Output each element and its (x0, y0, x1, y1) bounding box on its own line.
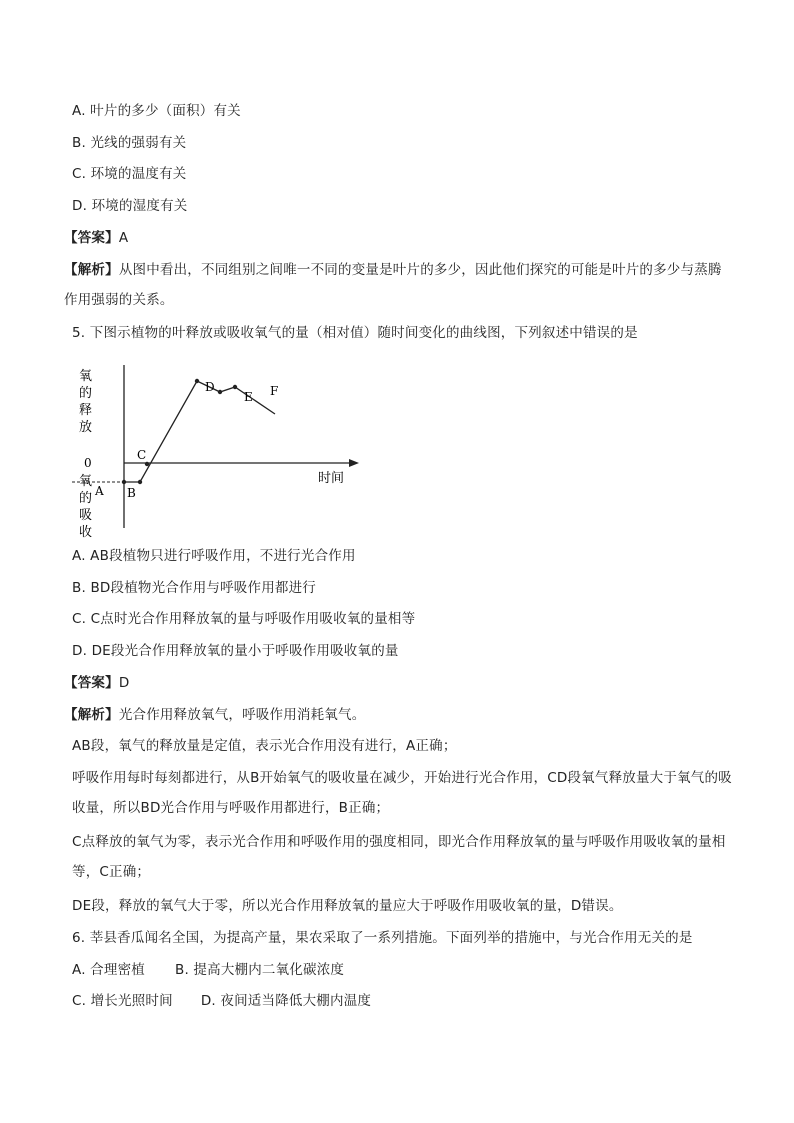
q6-option-b: B. 提高大棚内二氧化碳浓度 (174, 962, 345, 978)
q4-option-a: A. 叶片的多少（面积）有关 (72, 103, 241, 119)
analysis-text: 从图中看出，不同组别之间唯一不同的变量是叶片的多少，因此他们探究的可能是叶片的多少与蒸腾作用强弱的关系。 (64, 262, 722, 308)
y-label-top-1: 氧 (79, 369, 93, 384)
q5-analysis-c: C点释放的氧气为零，表示光合作用和呼吸作用的强度相同，即光合作用释放氧的量与呼吸作用吸收氧的量相等，C正确； (72, 834, 726, 880)
q6-question: 6. 莘县香瓜闻名全国，为提高产量，果农采取了一系列措施。下面列举的措施中，与光合作用无关的是 (72, 930, 693, 946)
point-label-a: A (95, 484, 104, 498)
point-b (138, 480, 142, 484)
q6-option-c: C. 增长光照时间 (72, 993, 173, 1009)
point-e (218, 390, 222, 394)
q6-option-d: D. 夜间适当降低大棚内温度 (200, 993, 372, 1009)
analysis-label: 【解析】 (64, 262, 119, 278)
point-label-f: F (270, 384, 279, 398)
point-label-c: C (137, 448, 147, 462)
answer-value: D (118, 675, 130, 691)
y-label-bottom-4: 收 (79, 525, 93, 540)
q5-option-d: D. DE段光合作用释放氧的量小于呼吸作用吸收氧的量 (72, 643, 399, 659)
answer-label: 【答案】 (64, 230, 119, 246)
q4-answer (64, 228, 128, 248)
x-label: 时间 (318, 471, 345, 486)
q6-options-row-2 (72, 991, 371, 1011)
point-label-e: E (244, 390, 253, 404)
point-a (122, 480, 126, 484)
y-label-bottom-3: 吸 (79, 508, 93, 523)
point-d (195, 379, 199, 383)
q5-question: 5. 下图示植物的叶释放或吸收氧气的量（相对值）随时间变化的曲线图，下列叙述中错误的是 (72, 325, 638, 341)
x-axis-arrow (349, 459, 359, 467)
point-f (233, 385, 237, 389)
q6-options-row-1 (72, 960, 344, 980)
analysis-text: 光合作用释放氧气，呼吸作用消耗氧气。 (118, 707, 366, 723)
point-label-d: D (205, 380, 215, 394)
y-label-top-2: 的 (79, 386, 93, 401)
q5-option-c: C. C点时光合作用释放氧的量与呼吸作用吸收氧的量相等 (72, 611, 416, 627)
q5-analysis-de: DE段，释放的氧气大于零，所以光合作用释放氧的量应大于呼吸作用吸收氧的量，D错误。 (72, 898, 623, 914)
y-label-bottom-2: 的 (79, 491, 93, 506)
q4-analysis (64, 255, 724, 315)
y-label-bottom-1: 氧 (79, 474, 93, 489)
answer-value: A (118, 230, 129, 246)
q5-analysis-bd: 呼吸作用每时每刻都进行，从B开始氧气的吸收量在减少，开始进行光合作用，CD段氧气释放量大于氧气的吸收量，所以BD光合作用与呼吸作用都进行，B正确； (72, 770, 732, 816)
q5-option-a: A. AB段植物只进行呼吸作用，不进行光合作用 (72, 548, 356, 564)
q4-option-c: C. 环境的温度有关 (72, 166, 187, 182)
answer-label: 【答案】 (64, 675, 119, 691)
point-c (145, 462, 149, 466)
zero-label: 0 (84, 456, 92, 470)
q5-option-b: B. BD段植物光合作用与呼吸作用都进行 (72, 580, 317, 596)
y-label-top-4: 放 (79, 420, 93, 435)
analysis-label: 【解析】 (64, 707, 119, 723)
q6-option-a: A. 合理密植 (72, 962, 145, 978)
y-label-top-3: 释 (79, 403, 93, 418)
q5-answer (64, 673, 129, 693)
q4-option-b: B. 光线的强弱有关 (72, 135, 187, 151)
q4-option-d: D. 环境的湿度有关 (72, 198, 188, 214)
point-label-b: B (127, 486, 136, 500)
q5-analysis-head (64, 705, 365, 725)
oxygen-curve-figure (72, 362, 362, 540)
q5-analysis-ab: AB段，氧气的释放量是定值，表示光合作用没有进行，A正确； (72, 738, 457, 754)
